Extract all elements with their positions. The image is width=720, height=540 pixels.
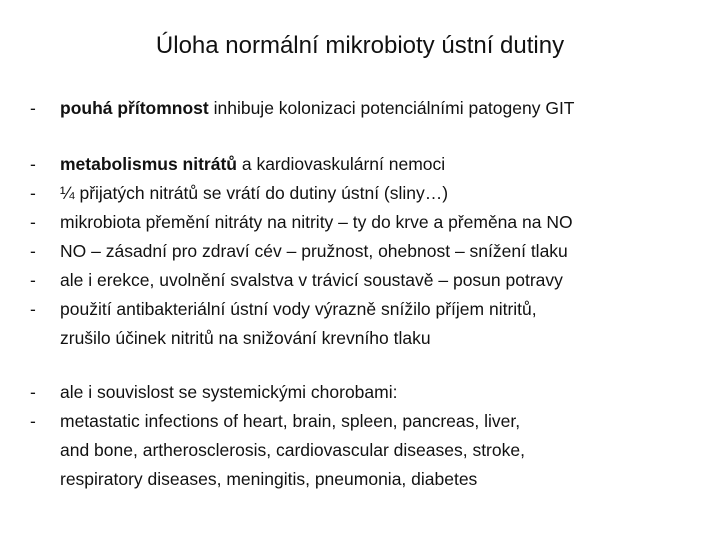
bullet-dash: - bbox=[30, 270, 36, 290]
item-text-continuation: and bone, artherosclerosis, cardiovascular diseases, stroke, bbox=[60, 440, 525, 460]
bullet-dash: - bbox=[30, 299, 36, 319]
bullet-group-systemic bbox=[26, 378, 716, 494]
bullet-group-intro bbox=[26, 94, 716, 123]
bullet-dash: - bbox=[30, 98, 36, 118]
item-text: mikrobiota přemění nitráty na nitrity – ty do krve a přeměna na NO bbox=[60, 212, 573, 232]
bullet-dash: - bbox=[30, 183, 36, 203]
list-item bbox=[26, 150, 716, 179]
bullet-dash: - bbox=[30, 241, 36, 261]
list-item bbox=[26, 295, 716, 353]
bullet-dash: - bbox=[30, 154, 36, 174]
bullet-dash: - bbox=[30, 382, 36, 402]
list-item bbox=[26, 94, 716, 123]
item-text-continuation: zrušilo účinek nitritů na snižování krevního tlaku bbox=[60, 328, 431, 348]
item-text: metastatic infections of heart, brain, spleen, pancreas, liver, bbox=[60, 411, 521, 431]
item-text: a kardiovaskulární nemoci bbox=[236, 154, 446, 174]
bold-text: pouhá přítomnost bbox=[60, 98, 209, 118]
item-text-continuation: respiratory diseases, meningitis, pneumonia, diabetes bbox=[60, 469, 478, 489]
list-item bbox=[26, 266, 716, 295]
item-text: použití antibakteriální ústní vody výrazně snížilo příjem nitritů, bbox=[60, 299, 537, 319]
list-item bbox=[26, 378, 716, 407]
bullet-dash: - bbox=[30, 212, 36, 232]
list-item bbox=[26, 208, 716, 237]
list-item bbox=[26, 237, 716, 266]
item-text: NO – zásadní pro zdraví cév – pružnost, ohebnost – snížení tlaku bbox=[60, 241, 568, 261]
item-text: inhibuje kolonizaci potenciálními patogeny GIT bbox=[208, 98, 575, 118]
bullet-dash: - bbox=[30, 411, 36, 431]
item-text: ale i erekce, uvolnění svalstva v trávicí soustavě – posun potravy bbox=[60, 270, 563, 290]
bold-text: metabolismus nitrátů bbox=[60, 154, 237, 174]
list-item bbox=[26, 179, 716, 208]
bullet-group-nitrates bbox=[26, 150, 716, 353]
page-title: Úloha normální mikrobioty ústní dutiny bbox=[155, 32, 565, 59]
item-text: ¼ přijatých nitrátů se vrátí do dutiny ústní (sliny…) bbox=[60, 183, 449, 203]
item-text: ale i souvislost se systemickými chorobami: bbox=[60, 382, 398, 402]
list-item bbox=[26, 407, 716, 494]
